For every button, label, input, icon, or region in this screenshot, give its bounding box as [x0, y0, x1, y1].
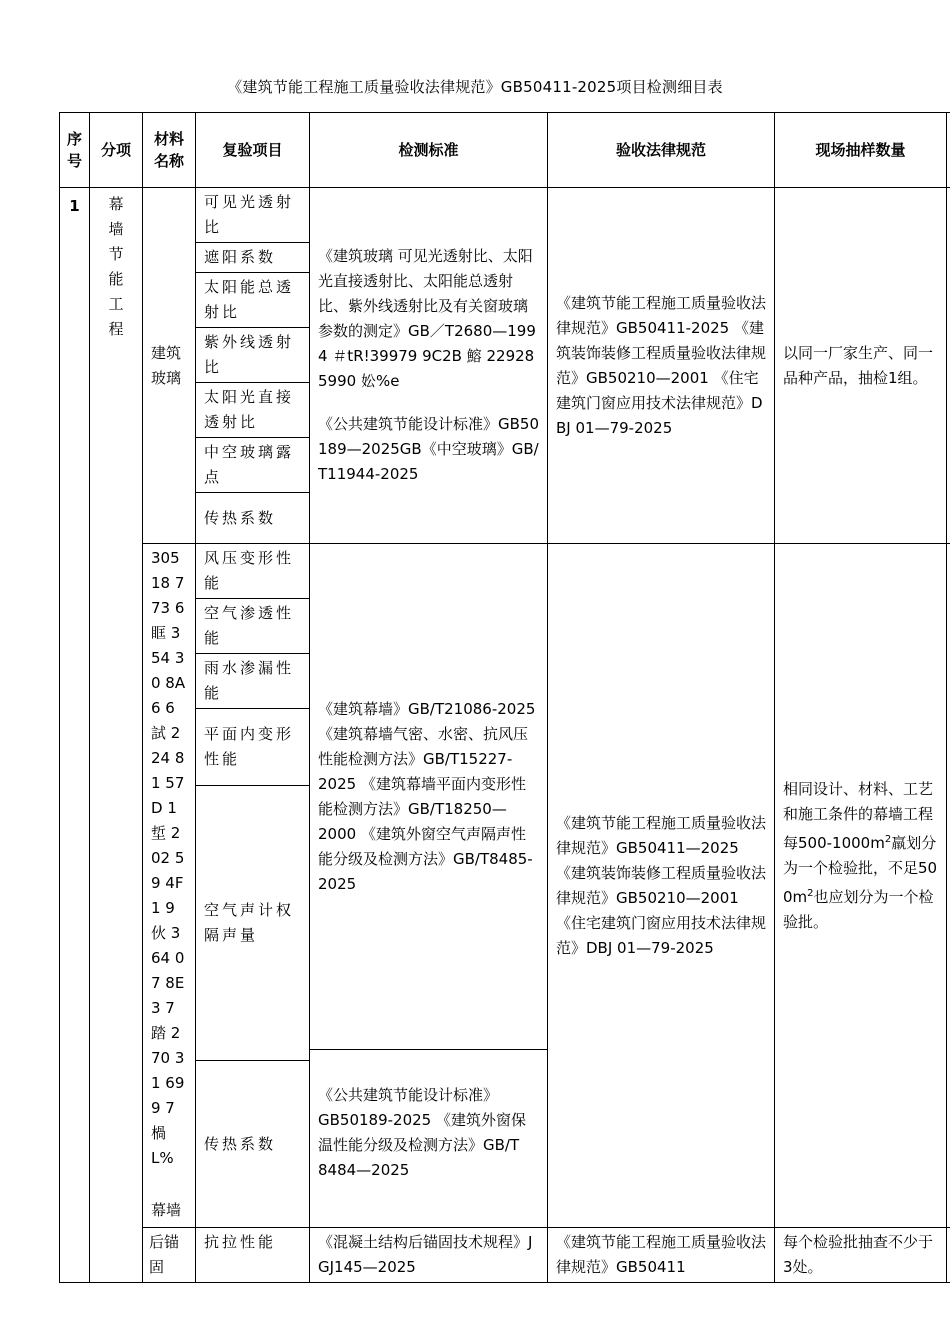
header-seq: 序号 [60, 113, 90, 188]
curtain-heat-item: 传热系数 [204, 1134, 277, 1153]
anchor-material: 后锚固 [149, 1233, 180, 1276]
glass-item: 遮阳系数 [196, 243, 309, 273]
curtain-item: 平面内变形性能 [196, 709, 309, 786]
glass-row [60, 188, 950, 544]
curtain-items-list [196, 544, 309, 1227]
curtain-sampling [775, 773, 946, 939]
inspection-table [59, 112, 950, 1283]
curtain-sampling-sup: 2 [884, 833, 892, 845]
glass-material-cell [143, 188, 196, 544]
glass-standard-1: 《建筑玻璃 可见光透射比、太阳光直接透射比、太阳能总透射比、紫外线透射比及有关窗玻璃参数的测定》GB／T2680—1994 ＃tR!39979 9C2B 鰫 22928 5990 妐%e [318, 247, 536, 390]
curtain-item: 空气渗透性能 [196, 599, 309, 654]
glass-item: 可见光透射比 [196, 188, 309, 243]
curtain-standard: 《建筑幕墙》GB/T21086-2025 《建筑幕墙气密、水密、抗风压性能检测方法》GB/T15227-2025 《建筑幕墙平面内变形性能检测方法》GB/T18250—2000 《建筑外窗空气声隔声性能分级及检测方法》GB/T8485-2025 [310, 544, 547, 1050]
edge-cell [947, 188, 950, 544]
anchor-regulation-cell [548, 1228, 775, 1283]
anchor-standard-cell [310, 1228, 548, 1283]
header-material: 材料名称 [143, 113, 196, 188]
curtain-row [60, 544, 950, 1228]
curtain-standard-list [310, 544, 547, 1216]
seq-cell [60, 188, 90, 1283]
glass-sampling-cell [775, 188, 947, 544]
curtain-regulation: 《建筑节能工程施工质量验收法律规范》GB50411—2025 《建筑装饰装修工程质量验收法律规范》GB50210—2001 《住宅建筑门窗应用技术法律规范》DBJ 01—79-2025 [556, 813, 767, 957]
header-category: 分项 [90, 113, 143, 188]
curtain-material: 305 18 773 6 眶 354 30 8A6 6 試 224 81 57D 1 埑 202 59 4F1 9 伙 364 07 8E3 7 踏 270 31 699 7 楇 L% [151, 549, 186, 1167]
header-row [60, 113, 950, 188]
header-test-item: 复验项目 [196, 113, 310, 188]
glass-item: 传热系数 [204, 508, 277, 527]
glass-item: 中空玻璃露点 [196, 438, 309, 493]
header-sampling: 现场抽样数量 [775, 113, 947, 188]
curtain-heat-standard: 《公共建筑节能设计标准》GB50189-2025 《建筑外窗保温性能分级及检测方法》GB/T 8484—2025 [318, 1086, 526, 1179]
glass-standard-2: 《公共建筑节能设计标准》GB50189—2025GB《中空玻璃》GB/T11944-2025 [318, 415, 540, 483]
curtain-standard-cell [310, 544, 548, 1228]
category-cell [90, 188, 143, 1283]
glass-sampling: 以同一厂家生产、同一品种产品，抽检1组。 [783, 343, 934, 387]
category-text: 幕墙节能工程 [108, 195, 124, 338]
edge-cell [947, 1228, 950, 1283]
glass-item: 太阳光直接透射比 [196, 383, 309, 438]
seq-number: 1 [69, 197, 80, 215]
curtain-material-tail: 幕墙 [151, 1201, 182, 1219]
curtain-item: 风压变形性能 [196, 544, 309, 599]
curtain-item: 空气声计权隔声量 [196, 786, 309, 1061]
curtain-sampling-pre: 相同设计、材料、工艺和施工条件的幕墙工程每500-1000m [783, 779, 934, 852]
glass-items-list [196, 188, 309, 543]
glass-regulation: 《建筑节能工程施工质量验收法律规范》GB50411-2025 《建筑装饰装修工程质量验收法律规范》GB50210—2001 《住宅建筑门窗应用技术法律规范》DBJ 01—79-2025 [556, 293, 767, 437]
anchor-row [60, 1228, 950, 1283]
glass-standard-cell [310, 188, 548, 544]
anchor-sampling: 每个检验批抽查不少于3处。 [783, 1233, 934, 1276]
header-regulation: 验收法律规范 [548, 113, 775, 188]
anchor-sampling-cell [775, 1228, 947, 1283]
page-title: 《建筑节能工程施工质量验收法律规范》GB50411-2025项目检测细目表 [227, 78, 723, 96]
anchor-standard: 《混凝土结构后锚固技术规程》JGJ145—2025 [318, 1233, 533, 1276]
curtain-sampling-sup-2: 2 [807, 887, 814, 899]
glass-item: 紫外线透射比 [196, 328, 309, 383]
curtain-regulation-cell [548, 544, 775, 1228]
glass-regulation-cell [548, 188, 775, 544]
curtain-sampling-cell [775, 544, 947, 1228]
curtain-items-cell [196, 544, 310, 1228]
curtain-material-cell [143, 544, 196, 1228]
header-edge [947, 113, 950, 188]
edge-cell [947, 544, 950, 1228]
curtain-item: 雨水渗漏性能 [196, 654, 309, 709]
anchor-item-cell [196, 1228, 310, 1283]
glass-material: 建筑玻璃 [151, 343, 182, 387]
anchor-regulation: 《建筑节能工程施工质量验收法律规范》GB50411 [556, 1233, 767, 1276]
curtain-sampling-post: 也应划分为一个检验批。 [783, 887, 934, 931]
header-standard: 检测标准 [310, 113, 548, 188]
curtain-sampling-mid: 羸划分为一个检验批，不足500m [783, 833, 938, 906]
anchor-item: 抗拉性能 [204, 1233, 277, 1251]
glass-item: 太阳能总透射比 [196, 273, 309, 328]
glass-items-cell [196, 188, 310, 544]
anchor-material-cell [143, 1228, 196, 1283]
